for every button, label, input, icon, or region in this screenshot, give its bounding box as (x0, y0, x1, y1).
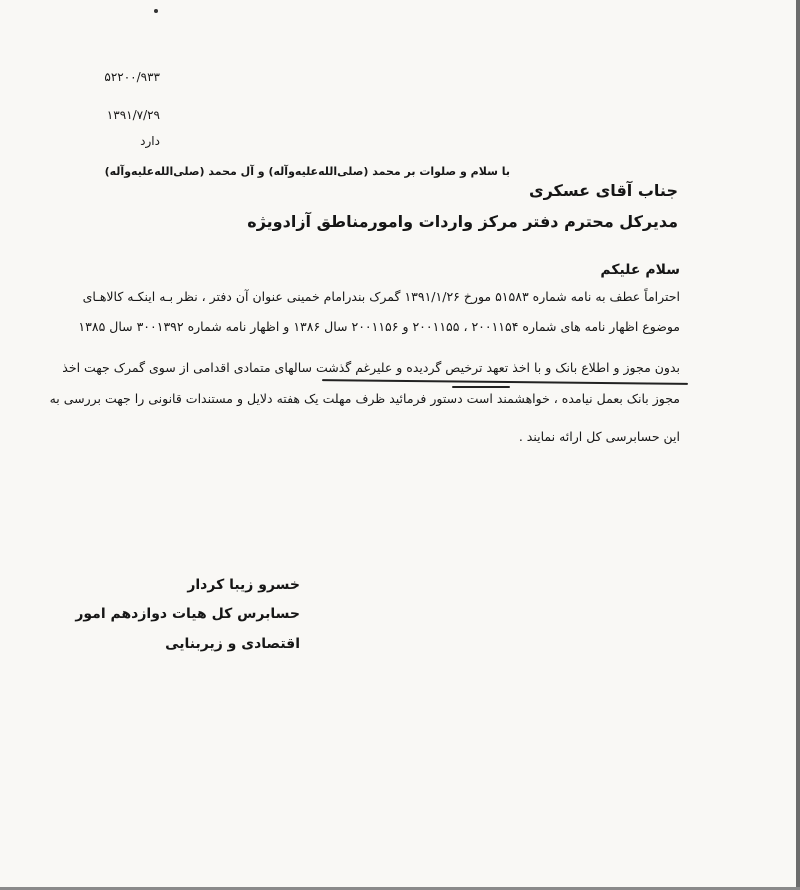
underline-mark-short (452, 386, 510, 388)
body-line-5: این حسابرسی کل ارائه نمایند . (518, 429, 680, 444)
opening-salutation: سلام علیکم (600, 262, 680, 278)
signer-name: خسرو زیبا کردار (187, 577, 300, 593)
addressee-name: جناب آقای عسکری (528, 181, 678, 200)
body-line-2: موضوع اظهار نامه های شماره ۲۰۰۱۱۵۴ ، ۲۰۰۱۱۵۵ و ۲۰۰۱۱۵۶ سال ۱۳۸۶ و اظهار نامه شماره ۳۰۰۱۳۹۲ سال ۱۳۸۵ (78, 319, 680, 334)
scan-speck (154, 9, 158, 13)
signer-title-line-1: حسابرس کل هیات دوازدهم امور (75, 606, 300, 622)
attachment-status: دارد (140, 134, 160, 148)
body-line-4: مجوز بانک بعمل نیامده ، خواهشمند است دستور فرمائید ظرف مهلت یک هفته دلایل و مستندات قانونی را جهت بررسی به (49, 391, 680, 406)
body-line-1: احتراماً عطف به نامه شماره ۵۱۵۸۳ مورخ ۱۳۹۱/۱/۲۶ گمرک بندرامام خمینی عنوان آن دفتر ، نظر بـه اینکـه کالاهـای (82, 289, 680, 304)
reference-number: ۵۲۲۰۰/۹۳۳ (104, 70, 160, 84)
addressee-title: مدیرکل محترم دفتر مرکز واردات وامورمناطق آزادویژه (247, 212, 678, 231)
letter-date: ۱۳۹۱/۷/۲۹ (106, 108, 160, 122)
greeting-line: با سلام و صلوات بر محمد (صلی‌الله‌علیه‌وآله) و آل محمد (صلی‌الله‌علیه‌وآله) (104, 165, 510, 178)
body-line-3: بدون مجوز و اطلاع بانک و با اخذ تعهد ترخیص گردیده و علیرغم گذشت سالهای متمادی اقدامی از سوی گمرک جهت اخذ (62, 360, 680, 375)
scan-edge-right (796, 0, 800, 890)
signer-title-line-2: اقتصادی و زیربنایی (165, 636, 300, 652)
